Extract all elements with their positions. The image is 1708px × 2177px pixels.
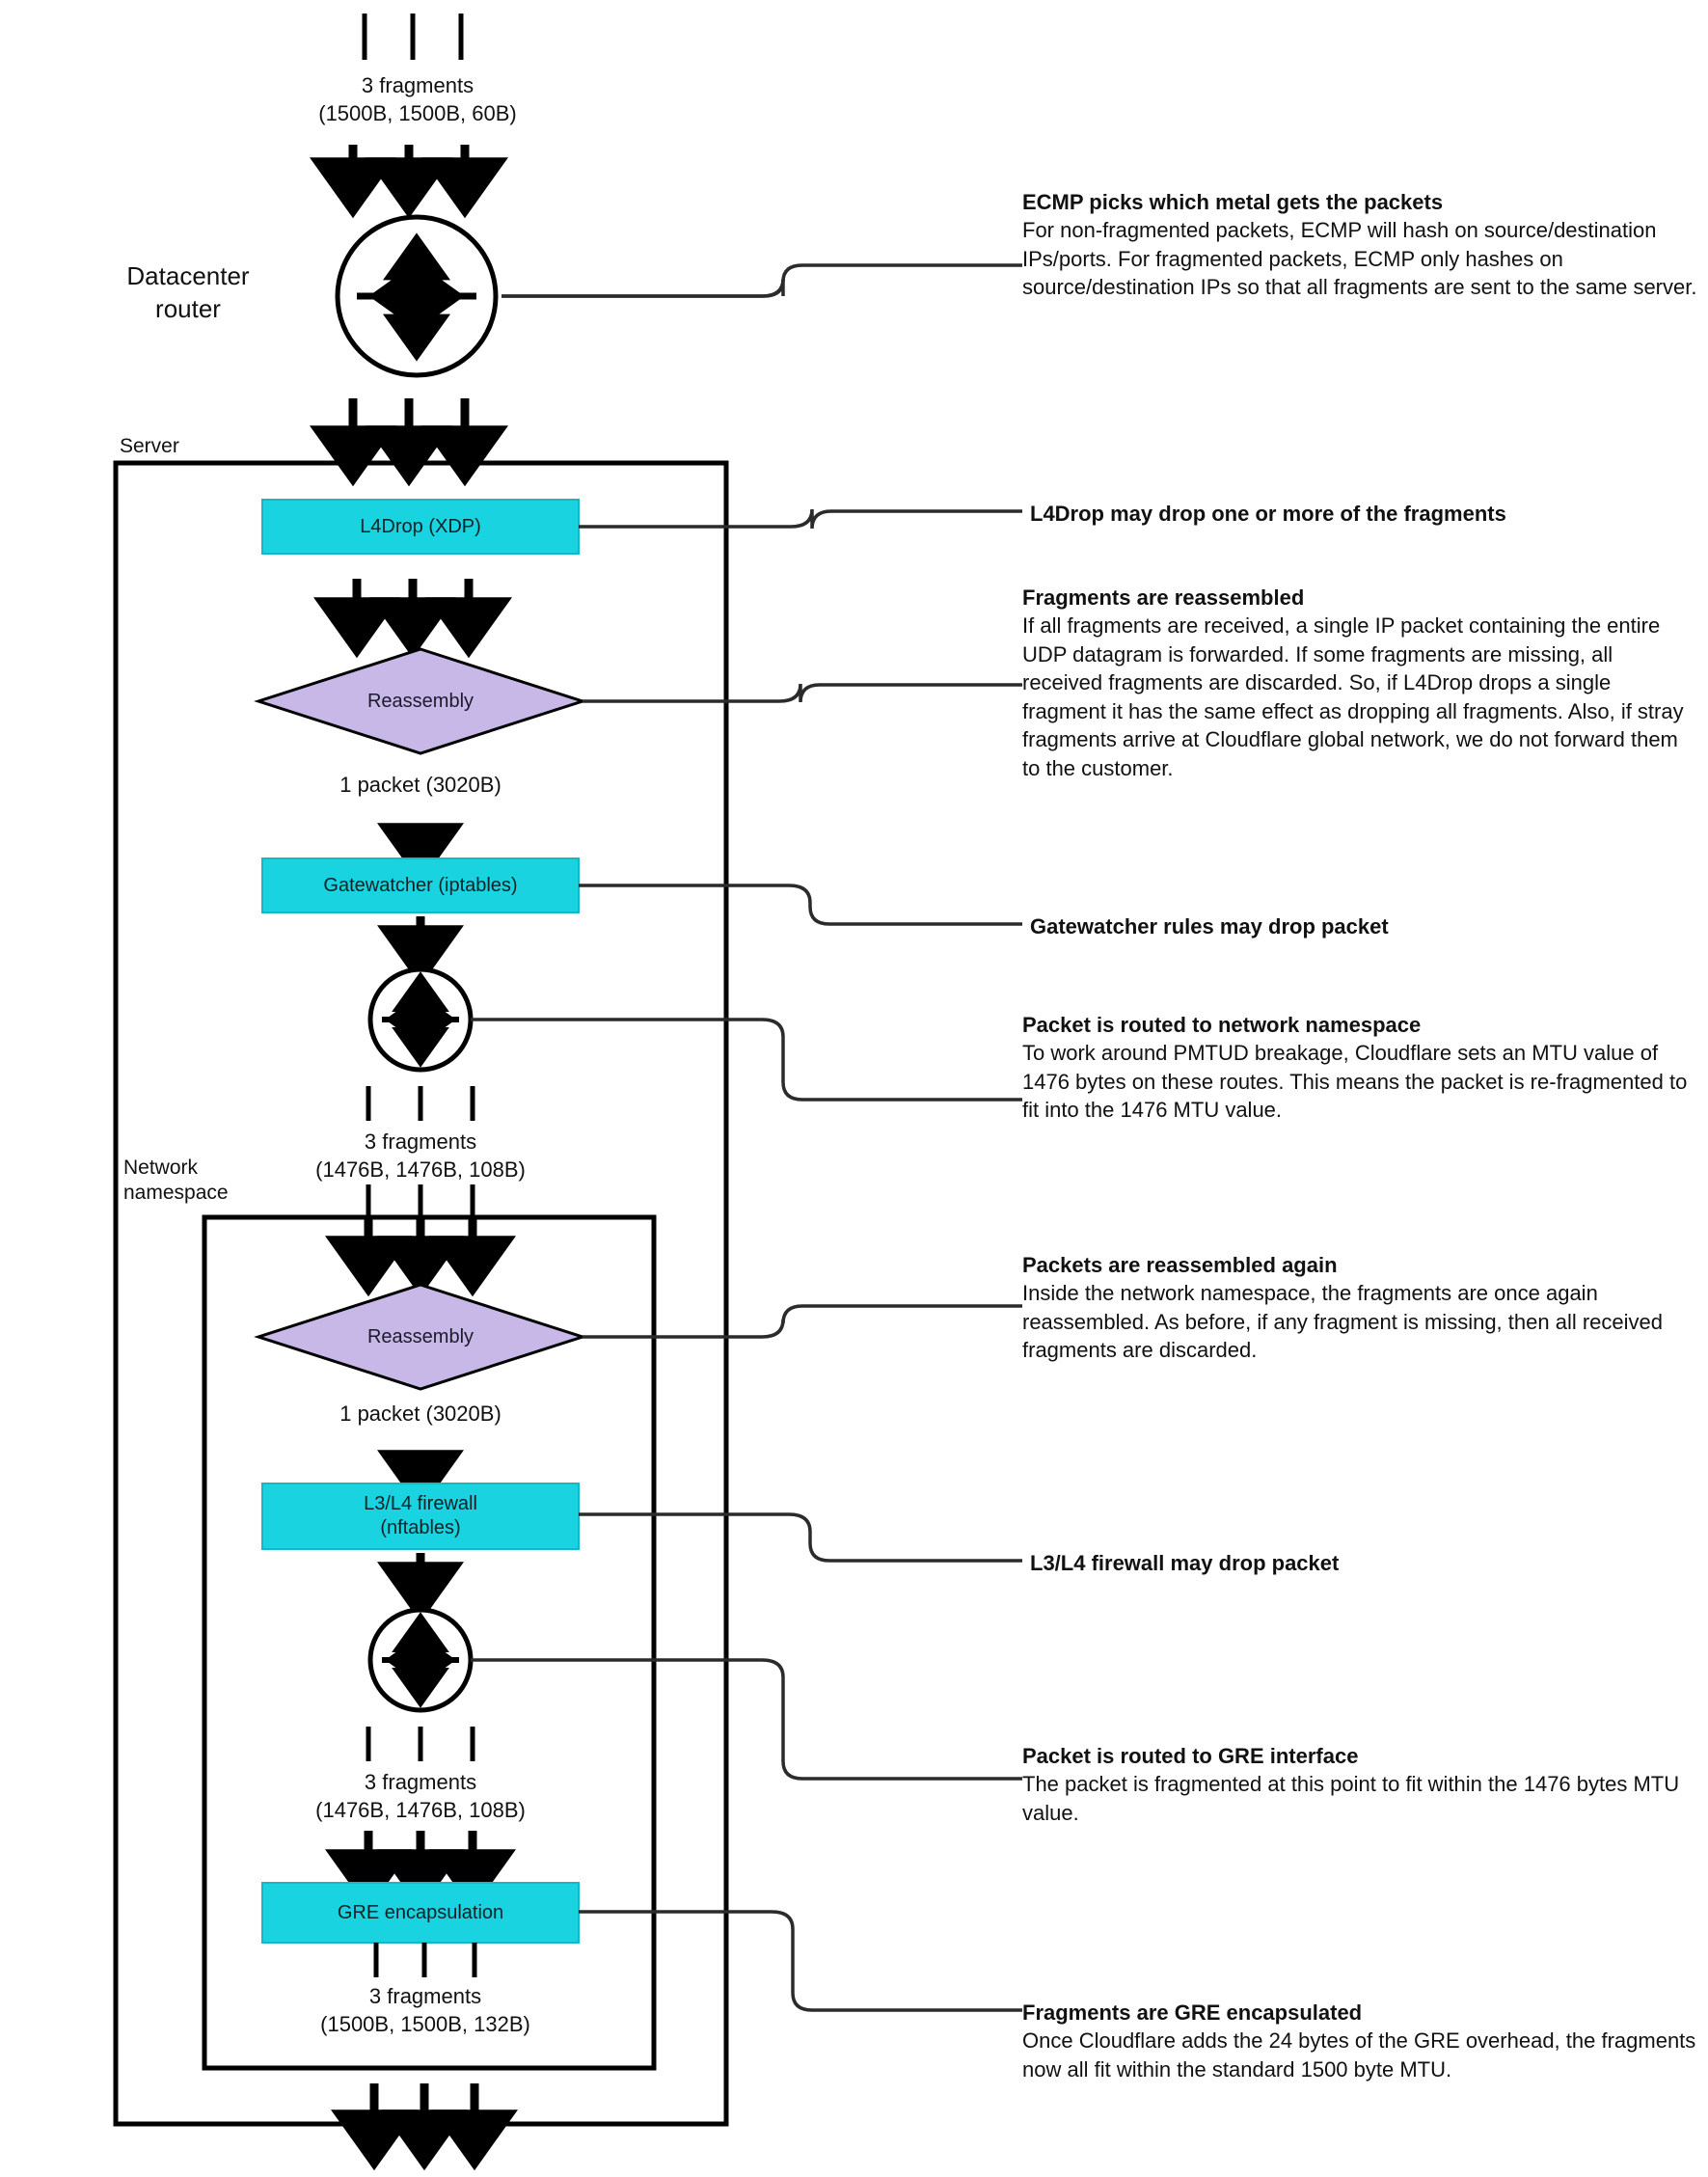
frag1476-2-line2: (1476B, 1476B, 108B): [315, 1797, 526, 1822]
top-fragments-line2: (1500B, 1500B, 60B): [318, 100, 517, 125]
note-netns-route-title: Packet is routed to network namespace: [1022, 1013, 1422, 1037]
arrows-into-router: [353, 145, 465, 185]
packet-3020-label-2: 1 packet (3020B): [339, 1401, 502, 1426]
l4drop-label: L4Drop (XDP): [360, 515, 481, 537]
frag1476-1-line2: (1476B, 1476B, 108B): [315, 1157, 526, 1182]
note-netns-route: [1022, 1011, 1697, 1125]
fragment-ticks-after-router2: [368, 1086, 473, 1121]
fragments-1476-label-1: [276, 1129, 565, 1184]
gatewatcher-label: Gatewatcher (iptables): [323, 874, 518, 896]
note-netns-route-body: To work around PMTUD breakage, Cloudflare sets an MTU value of 1476 bytes on these routes. This means the packet is re-fragmented to fit into the 1476 MTU value.: [1022, 1041, 1688, 1123]
datacenter-router-label: Datacenter router: [126, 261, 250, 323]
note-ecmp: [1022, 188, 1697, 302]
note-gre-route-title: Packet is routed to GRE interface: [1022, 1744, 1359, 1768]
fragment-ticks-after-router3: [368, 1727, 473, 1761]
packet-3020-label-1: 1 packet (3020B): [339, 773, 502, 797]
note-reassembly-again-body: Inside the network namespace, the fragments are once again reassembled. As before, if any fragment is missing, then all received fragments are discarded.: [1022, 1281, 1663, 1363]
fragment-lines-into-netns: [368, 1184, 473, 1217]
top-fragments-label: [249, 72, 586, 127]
note-reassembly-again-title: Packets are reassembled again: [1022, 1253, 1338, 1277]
reassembly-2-label: Reassembly: [366, 1325, 474, 1347]
arrows-exit-server: [374, 2083, 474, 2137]
network-namespace-label: Network namespace: [123, 1157, 229, 1205]
fragment-ticks-top: [365, 14, 461, 60]
note-gre-encapsulated-body: Once Cloudflare adds the 24 bytes of the GRE overhead, the fragments now all fit within the standard 1500 byte MTU.: [1022, 2028, 1696, 2082]
reassembly-diamond-1-shape: [258, 649, 583, 753]
arrows-router-to-server: [353, 398, 465, 453]
gatewatcher-node[interactable]: [262, 858, 579, 912]
note-ecmp-body: For non-fragmented packets, ECMP will hash on source/destination IPs/ports. For fragmented packets, ECMP only hashes on source/destination IPs so that all fragments are sent to the same server.: [1022, 218, 1697, 300]
note-reassembly-again: [1022, 1251, 1697, 1365]
router-icon-datacenter: [338, 217, 496, 375]
router-icon-namespace-route: [370, 969, 471, 1070]
note-gre-route: [1022, 1742, 1697, 1827]
note-reassembly-title: Fragments are reassembled: [1022, 585, 1305, 610]
firewall-node[interactable]: [262, 1483, 579, 1549]
note-gre-route-body: The packet is fragmented at this point to fit within the 1476 bytes MTU value.: [1022, 1772, 1680, 1825]
note-gre-encapsulated: [1022, 1999, 1697, 2083]
frag1476-1-line1: 3 fragments: [364, 1129, 477, 1154]
firewall-label-line2: (nftables): [380, 1517, 461, 1538]
fragments-1500-out-label: [276, 1983, 575, 2038]
note-firewall: L3/L4 firewall may drop packet: [1030, 1551, 1340, 1575]
fragments-1476-label-2: [276, 1769, 565, 1824]
note-l4drop: L4Drop may drop one or more of the fragments: [1030, 502, 1506, 526]
reassembly-1-label: Reassembly: [366, 690, 474, 712]
gre-node[interactable]: [262, 1883, 579, 1943]
note-gre-encapsulated-title: Fragments are GRE encapsulated: [1022, 2000, 1363, 2025]
reassembly-diamond-2-shape: [258, 1285, 583, 1389]
router-icon-gre-route: [370, 1610, 471, 1710]
arrows-into-reassembly2: [368, 1217, 473, 1264]
note-gatewatcher: Gatewatcher rules may drop packet: [1030, 914, 1389, 939]
gre-label: GRE encapsulation: [337, 1901, 504, 1923]
frag1500-out-line1: 3 fragments: [368, 1984, 482, 2008]
note-reassembly: [1022, 584, 1697, 782]
l4drop-node[interactable]: [262, 500, 579, 554]
arrows-l4drop-to-reassembly: [357, 579, 469, 625]
frag1500-out-line2: (1500B, 1500B, 132B): [320, 2011, 530, 2036]
firewall-label-line1: L3/L4 firewall: [364, 1493, 477, 1514]
frag1476-2-line1: 3 fragments: [364, 1770, 477, 1794]
note-reassembly-body: If all fragments are received, a single IP packet containing the entire UDP datagram is forwarded. If some fragments are missing, all received fragments are discarded. So, if L4Drop drops a single fragment it has the same effect as dropping all fragments. Also, if stray fragments arrive at Cloudflare global network, we do not forward them to the customer.: [1022, 613, 1684, 780]
fragment-ticks-after-gre: [376, 1943, 474, 1977]
arrows-into-gre: [368, 1831, 473, 1877]
note-ecmp-title: ECMP picks which metal gets the packets: [1022, 190, 1444, 214]
server-label: Server: [120, 435, 179, 457]
top-fragments-line1: 3 fragments: [361, 73, 474, 97]
